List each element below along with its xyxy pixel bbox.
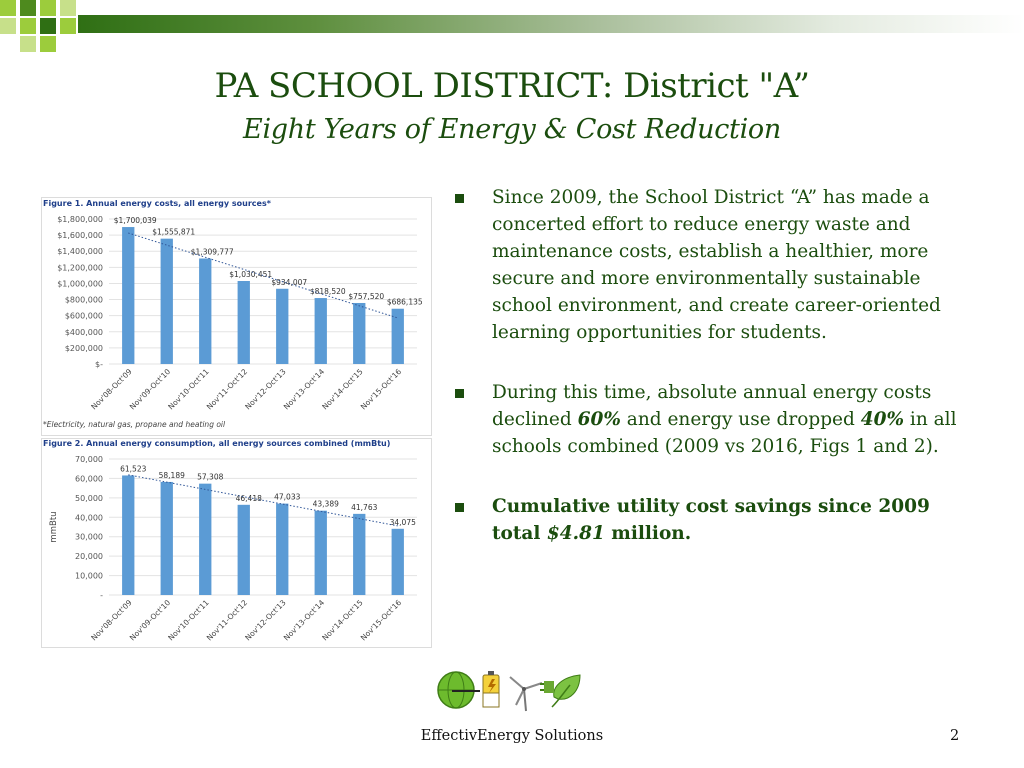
bullet-text: million. [604,523,692,544]
slide-title: PA SCHOOL DISTRICT: District "A” [214,66,810,106]
y-tick-label: $800,000 [64,295,103,305]
data-label: $757,520 [348,291,385,301]
x-tick-label: Nov'14-Oct'15 [320,598,365,643]
bar [122,475,134,595]
bar [199,258,211,364]
y-tick-label: $1,400,000 [57,247,103,257]
footer-organization: EffectivEnergy Solutions [420,728,604,744]
x-tick-label: Nov'11-Oct'12 [204,367,250,412]
data-label: $934,007 [271,277,308,287]
energy-icons [434,667,586,715]
y-tick-label: 40,000 [75,513,103,523]
bullet-marker [455,503,464,512]
y-tick-label: $1,200,000 [57,263,103,273]
bar [238,281,250,364]
figure-1-caption: Figure 1. Annual energy costs, all energy sources* [43,199,271,208]
bullet-text: Since 2009, the School District “A” has made a concerted effort to reduce energy waste and maintenance costs, establish a healthier, more secure and more environmentally sustainable school environment, and create career-oriented learning opportunities for students. [492,187,941,343]
bullet-item [452,493,962,547]
y-tick-label: 70,000 [75,455,103,464]
slide-subtitle: Eight Years of Energy & Cost Reduction [243,114,781,145]
deco-square [20,0,36,16]
bullet-text: in all schools combined (2009 vs 2016, Figs 1 and 2). [492,409,957,457]
deco-square [20,36,36,52]
deco-square [40,36,56,52]
figure-2-energy-consumption [41,438,432,648]
bullet-text: During this time, absolute annual energy costs declined [492,382,932,430]
x-tick-label: Nov'13-Oct'14 [281,598,327,643]
y-tick-label: 60,000 [75,474,103,484]
y-tick-label: $1,600,000 [57,231,103,241]
deco-square [0,18,16,34]
x-tick-label: Nov'09-Oct'10 [127,367,173,412]
bar [238,505,250,595]
bullet-item [452,184,962,346]
data-label: 57,308 [197,472,224,482]
y-tick-label: $1,000,000 [57,279,103,289]
cost-decline-percent: 60% [577,409,621,430]
page-number: 2 [950,728,960,744]
y-tick-label: $- [95,360,103,369]
x-tick-label: Nov'10-Oct'11 [166,367,211,412]
cumulative-savings-amount: $4.81 [546,523,605,544]
bar [161,239,173,364]
y-tick-label: $600,000 [64,311,103,321]
cost-bar-chart [42,208,431,421]
x-tick-label: Nov'09-Oct'10 [127,598,173,643]
data-label: 47,033 [274,492,301,502]
x-tick-label: Nov'13-Oct'14 [281,367,327,412]
data-label: 41,763 [351,502,378,512]
bullet-item [452,379,962,460]
bar [392,529,404,595]
data-label: 46,418 [235,493,262,503]
y-tick-label: 20,000 [75,552,103,562]
plug-leaf-icon [540,675,580,707]
top-decoration [0,0,1024,58]
data-label: $1,030,451 [229,269,273,279]
x-tick-label: Nov'10-Oct'11 [166,598,211,643]
y-tick-label: $400,000 [64,327,103,337]
data-label: $818,520 [309,287,346,297]
bar [199,484,211,595]
data-label: $1,309,777 [190,247,234,257]
deco-square [60,18,76,34]
header-gradient-bar [78,15,1024,33]
bar [161,482,173,595]
bar [353,303,365,364]
y-tick-label: 50,000 [75,493,103,503]
figure-2-caption: Figure 2. Annual energy consumption, all energy sources combined (mmBtu) [43,439,391,448]
data-label: 58,189 [158,470,185,480]
y-tick-label: 30,000 [75,532,103,542]
bullet-text: and energy use dropped [620,409,861,430]
data-label: $1,555,871 [152,227,196,237]
wind-turbine-icon [510,677,542,711]
bullet-text: Cumulative utility cost savings since 2009 total [492,496,930,544]
bullet-marker [455,389,464,398]
data-label: $686,135 [386,297,423,307]
figure-1-energy-costs [41,197,432,436]
deco-square [40,0,56,16]
deco-square [0,0,16,16]
bar [276,289,288,364]
bar [392,309,404,364]
bar [353,514,365,595]
y-tick-label: - [100,591,103,600]
y-tick-label: $200,000 [64,343,103,353]
bar [315,298,327,364]
globe-plug-icon [438,672,480,708]
bullet-list [452,184,962,580]
data-label: $1,700,039 [113,216,157,226]
y-axis-label: mmBtu [49,511,59,543]
data-label: 34,075 [389,517,416,527]
consumption-bar-chart [42,449,431,647]
battery-icon [483,671,499,707]
x-tick-label: Nov'12-Oct'13 [243,367,288,412]
data-label: 43,389 [312,499,339,509]
y-tick-label: $1,800,000 [57,215,103,224]
x-tick-label: Nov'08-Oct'09 [89,367,134,412]
y-tick-label: 10,000 [75,571,103,581]
x-tick-label: Nov'15-Oct'16 [358,598,404,643]
figure-1-footnote: *Electricity, natural gas, propane and heating oil [43,420,226,429]
bar [315,511,327,595]
energy-drop-percent: 40% [860,409,905,430]
deco-square [40,18,56,34]
x-tick-label: Nov'08-Oct'09 [89,598,134,643]
x-tick-label: Nov'12-Oct'13 [243,598,288,643]
bar [276,504,288,595]
x-tick-label: Nov'14-Oct'15 [320,367,365,412]
deco-square [20,18,36,34]
x-tick-label: Nov'11-Oct'12 [204,598,250,643]
bar [122,227,134,364]
data-label: 61,523 [120,464,147,474]
x-tick-label: Nov'15-Oct'16 [358,367,404,412]
deco-square [60,0,76,16]
bullet-marker [455,194,464,203]
